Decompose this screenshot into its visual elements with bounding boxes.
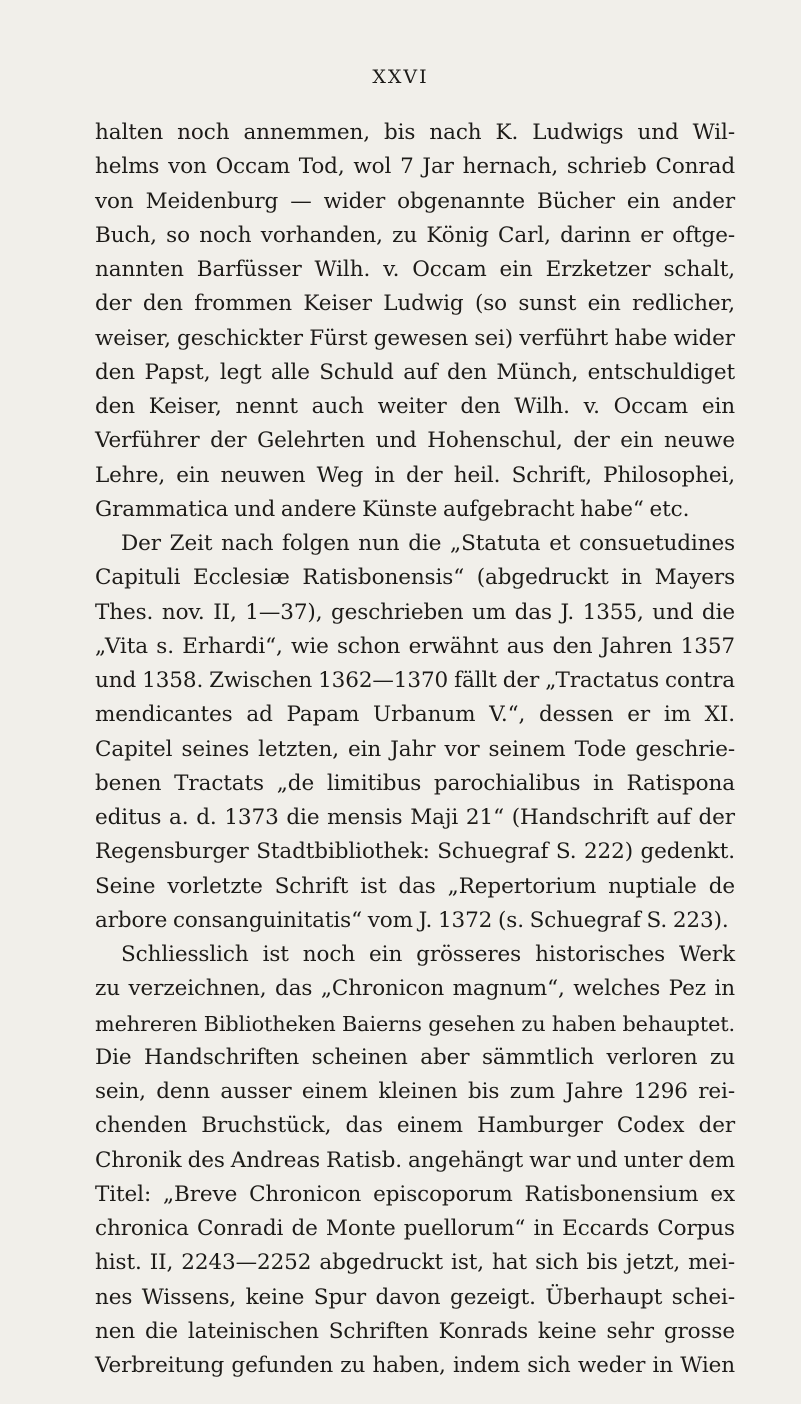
text-line: hist. II, 2243—2252 abgedruckt ist, hat sich bis jetzt, mei- bbox=[95, 1250, 735, 1276]
text-line: benen Tractats „de limitibus parochialibus in Ratispona bbox=[95, 770, 735, 796]
page-number: XXVI bbox=[372, 66, 429, 88]
text-line: Buch, so noch vorhanden, zu König Carl, darinn er oftge- bbox=[95, 222, 735, 248]
text-line: Regensburger Stadtbibliothek: Schuegraf S. 222) gedenkt. bbox=[95, 839, 735, 865]
text-line: Chronik des Andreas Ratisb. angehängt war und unter dem bbox=[95, 1147, 735, 1173]
text-line: halten noch annemmen, bis nach K. Ludwigs und Wil- bbox=[95, 120, 735, 145]
text-line: mehreren Bibliotheken Baierns gesehen zu haben behauptet. bbox=[95, 1011, 735, 1036]
text-line: helms von Occam Tod, wol 7 Jar hernach, schrieb Conrad bbox=[95, 154, 735, 180]
text-line: weiser, geschickter Fürst gewesen sei) verführt habe wider bbox=[95, 325, 735, 351]
text-line: editus a. d. 1373 die mensis Maji 21“ (Handschrift auf der bbox=[95, 805, 735, 830]
text-line: Capituli Ecclesiæ Ratisbonensis“ (abgedruckt in Mayers bbox=[95, 565, 735, 591]
text-line: von Meidenburg — wider obgenannte Bücher ein ander bbox=[95, 188, 735, 214]
body-text bbox=[95, 116, 735, 1383]
text-line: nen die lateinischen Schriften Konrads keine sehr grosse bbox=[95, 1318, 735, 1344]
text-line: Grammatica und andere Künste aufgebracht habe“ etc. bbox=[95, 496, 690, 522]
text-line: sein, denn ausser einem kleinen bis zum Jahre 1296 rei- bbox=[95, 1079, 735, 1104]
text-line: Schliesslich ist noch ein grösseres historisches Werk bbox=[121, 942, 735, 967]
text-line: Thes. nov. II, 1—37), geschrieben um das J. 1355, und die bbox=[95, 599, 735, 625]
text-line: zu verzeichnen, das „Chronicon magnum“, welches Pez in bbox=[95, 976, 735, 1002]
text-line: Der Zeit nach folgen nun die „Statuta et consuetudines bbox=[121, 531, 735, 556]
text-line: nannten Barfüsser Wilh. v. Occam ein Erzketzer schalt, bbox=[95, 257, 735, 282]
text-line: Verbreitung gefunden zu haben, indem sich weder in Wien bbox=[95, 1353, 735, 1378]
text-line: nes Wissens, keine Spur davon gezeigt. Überhaupt schei- bbox=[95, 1284, 735, 1310]
text-line: Verführer der Gelehrten und Hohenschul, der ein neuwe bbox=[95, 428, 735, 454]
text-line: „Vita s. Erhardi“, wie schon erwähnt aus den Jahren 1357 bbox=[95, 633, 735, 659]
text-line: Titel: „Breve Chronicon episcoporum Ratisbonensium ex bbox=[95, 1181, 735, 1207]
text-line: chronica Conradi de Monte puellorum“ in Eccards Corpus bbox=[95, 1216, 735, 1241]
text-line: den Papst, legt alle Schuld auf den Münch, entschuldiget bbox=[95, 359, 735, 385]
text-line: mendicantes ad Papam Urbanum V.“, dessen er im XI. bbox=[95, 702, 735, 728]
text-line: Capitel seines letzten, ein Jahr vor seinem Tode geschrie- bbox=[95, 736, 735, 762]
text-line: Lehre, ein neuwen Weg in der heil. Schrift, Philosophei, bbox=[95, 462, 735, 488]
text-line: chenden Bruchstück, das einem Hamburger Codex der bbox=[95, 1113, 735, 1139]
text-line: Die Handschriften scheinen aber sämmtlich verloren zu bbox=[95, 1044, 735, 1070]
text-line: der den frommen Keiser Ludwig (so sunst ein redlicher, bbox=[95, 291, 735, 317]
text-line: arbore consanguinitatis“ vom J. 1372 (s. Schuegraf S. 223). bbox=[95, 907, 729, 933]
text-line: und 1358. Zwischen 1362—1370 fällt der „Tractatus contra bbox=[95, 668, 735, 693]
text-line: Seine vorletzte Schrift ist das „Repertorium nuptiale de bbox=[95, 873, 735, 899]
text-line: den Keiser, nennt auch weiter den Wilh. v. Occam ein bbox=[95, 394, 735, 419]
